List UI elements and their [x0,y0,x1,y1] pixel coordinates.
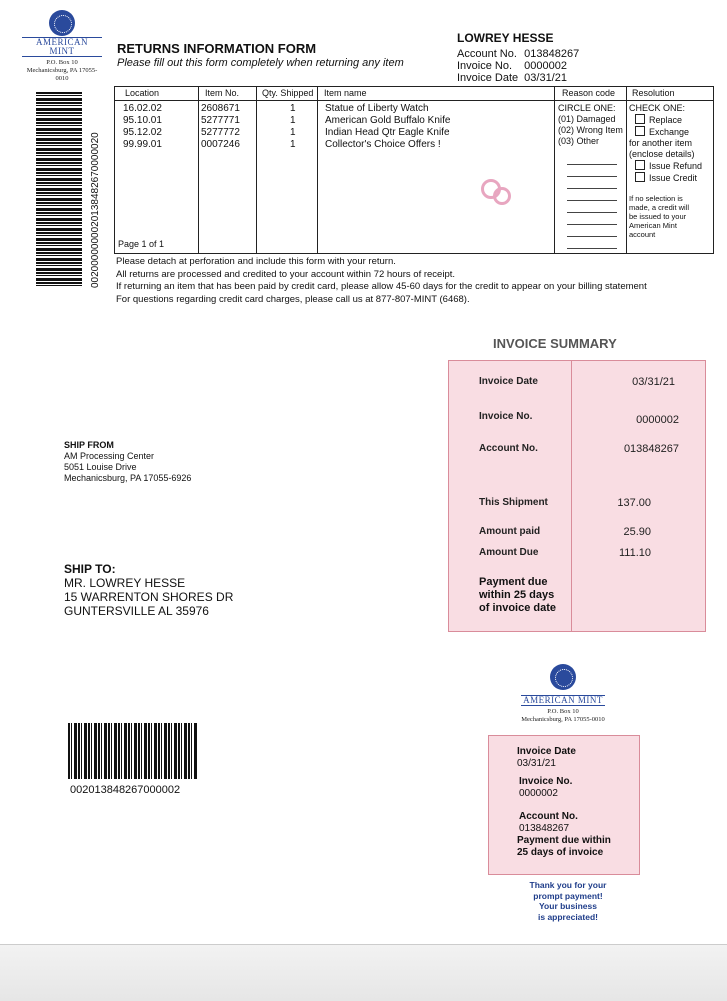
summary-invoice: 0000002 [636,414,679,426]
resolution-options [629,103,702,239]
invoice-value: 0000002 [524,60,567,72]
stub-terms: Payment due within 25 days of invoice [517,835,611,858]
row-qty: 1 [290,139,296,150]
resolution-note: If no selection is made, a credit will be issued to your American Mint account [629,194,690,239]
row-qty: 1 [290,115,296,126]
logo-address-1: P.O. Box 10 [46,59,78,66]
summary-invoice-label: Invoice No. [479,411,533,422]
resolution-exchange[interactable]: Exchange [629,126,702,138]
logo-address-1: P.O. Box 10 [547,708,579,715]
note-line: All returns are processed and credited to your account within 72 hours of receipt. [116,268,456,280]
reason-option: (03) Other [558,136,600,146]
row-location: 95.12.02 [123,127,162,138]
row-item-name: Statue of Liberty Watch [325,103,429,114]
summary-date-label: Invoice Date [479,376,538,387]
row-item-no: 2608671 [201,103,240,114]
row-location: 16.02.02 [123,103,162,114]
due-label: Amount Due [479,547,539,558]
exchange-note: for another item [629,138,693,148]
account-label: Account No. [457,48,517,60]
note-line: For questions regarding credit card charges, please call us at 877-807-MINT (6468). [116,293,470,305]
row-item-no: 5277771 [201,115,240,126]
american-mint-logo [518,664,608,724]
paid-label: Amount paid [479,526,541,537]
due-amount: 111.10 [618,547,651,559]
table-rows [115,103,555,151]
logo-name: AMERICAN MINT [523,695,603,705]
header-item-no: Item No. [205,88,240,98]
shipment-amount: 137.00 [617,497,651,509]
form-title: RETURNS INFORMATION FORM [117,41,317,56]
date-value: 03/31/21 [524,72,567,84]
vertical-barcode [36,92,82,288]
header-resolution: Resolution [632,88,675,98]
checkbox-icon[interactable] [635,172,645,182]
summary-title: INVOICE SUMMARY [493,336,617,351]
logo-name: AMERICAN MINT [22,37,102,57]
customer-name: LOWREY HESSE [457,31,554,45]
stub-date: 03/31/21 [517,758,556,769]
stub-account: 013848267 [519,823,570,834]
table-row [115,103,555,115]
row-item-no: 0007246 [201,139,240,150]
vertical-barcode-text: 0020000000020138482670000020 [90,132,101,288]
ship-from-label: SHIP FROM [64,440,114,450]
stub-invoice: 0000002 [519,788,558,799]
header-qty: Qty. Shipped [262,88,314,98]
ship-to: SHIP TO: MR. LOWREY HESSE 15 WARRENTON SHORES DR GUNTERSVILLE AL 35976 [64,562,234,618]
date-label: Invoice Date [457,72,519,84]
header-item-name: Item name [324,88,367,98]
table-row [115,127,555,139]
summary-account: 013848267 [623,443,679,455]
customer-block [457,31,585,84]
checkbox-icon[interactable] [635,114,645,124]
payment-stub-box [488,735,640,875]
summary-account-label: Account No. [479,443,538,454]
american-mint-logo [22,10,102,83]
invoice-summary-box [448,360,706,632]
ship-to-label: SHIP TO: [64,562,116,576]
globe-icon [49,10,75,36]
resolution-credit[interactable]: Issue Credit [629,172,702,184]
paid-amount: 25.90 [623,526,651,538]
row-location: 99.99.01 [123,139,162,150]
checkbox-icon[interactable] [635,126,645,136]
row-location: 95.10.01 [123,115,162,126]
table-row [115,139,555,151]
reason-title: CIRCLE ONE: [558,103,616,113]
page-indicator: Page 1 of 1 [118,239,165,249]
row-item-name: Collector's Choice Offers ! [325,139,441,150]
note-line: Please detach at perforation and include this form with your return. [116,256,396,267]
reason-write-lines [567,153,617,249]
resolution-replace[interactable]: Replace [629,114,702,126]
ship-from: SHIP FROM AM Processing Center 5051 Louise Drive Mechanicsburg, PA 17055-6926 [64,440,192,483]
stub-account-label: Account No. [519,811,578,822]
header-location: Location [125,88,160,98]
note-line: If returning an item that has been paid by credit card, please allow 45-60 days for the credit to appear on your billing statement [116,281,647,292]
thank-you-note: Thank you for your prompt payment! Your business is appreciated! [529,880,607,922]
reason-option: (01) Damaged [558,114,616,124]
summary-date: 03/31/21 [632,376,675,388]
table-row [115,115,555,127]
reason-code-options [558,103,623,147]
row-item-name: American Gold Buffalo Knife [325,115,451,126]
form-subtitle: Please fill out this form completely when returning any item [117,57,404,69]
checkbox-icon[interactable] [635,160,645,170]
stub-date-label: Invoice Date [517,746,576,757]
row-item-name: Indian Head Qtr Eagle Knife [325,127,450,138]
pink-stamp-mark [493,187,511,205]
invoice-label: Invoice No. [457,60,513,72]
exchange-note: (enclose details) [629,149,695,159]
row-qty: 1 [290,103,296,114]
payment-terms: Payment due within 25 days of invoice date [479,576,557,614]
returns-table [114,86,714,254]
resolution-title: CHECK ONE: [629,103,686,113]
shipment-label: This Shipment [479,497,548,508]
row-qty: 1 [290,127,296,138]
resolution-refund[interactable]: Issue Refund [629,160,702,172]
barcode-text: 002013848267000002 [70,784,181,796]
account-value: 013848267 [524,48,580,60]
return-instructions [116,256,722,306]
header-reason: Reason code [562,88,616,98]
horizontal-barcode [68,723,198,779]
stub-invoice-label: Invoice No. [519,776,573,787]
logo-address-2: Mechanicsburg, PA 17055-0010 [521,716,605,723]
logo-address-2: Mechanicsburg, PA 17055-0010 [26,67,98,82]
globe-icon [550,664,576,690]
row-item-no: 5277772 [201,127,240,138]
scan-edge [0,944,727,1001]
reason-option: (02) Wrong Item [558,125,623,135]
